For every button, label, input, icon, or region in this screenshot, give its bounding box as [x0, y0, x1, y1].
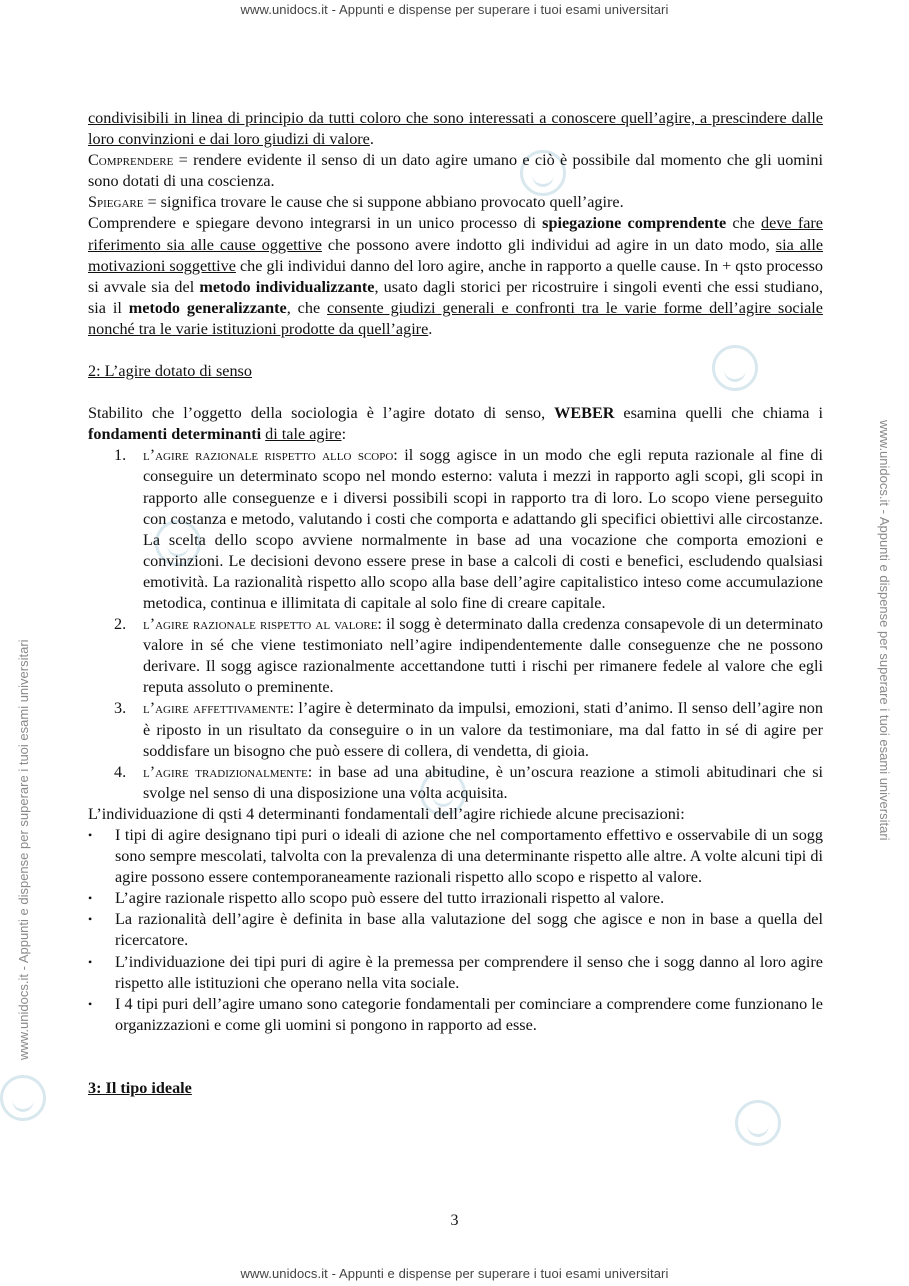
bullet-list	[88, 825, 823, 1036]
watermark-footer: www.unidocs.it - Appunti e dispense per superare i tuoi esami universitari	[240, 1266, 669, 1281]
paragraph: L’individuazione di qsti 4 determinanti fondamentali dell’agire richiede alcune precisazioni:	[88, 804, 685, 823]
numbered-list	[88, 445, 823, 804]
list-item: • I tipi di agire designano tipi puri o ideali di azione che nel comportamento effettivo e osservabile di un sogg sono sempre mescolati, talvolta con la prevalenza di una determinante rispetto alle altre. A volte alcuni tipi di agire possono essere contemporaneamente razionali rispetto allo scopo e rispetto al valore.	[88, 825, 823, 888]
list-item: 1. l’agire razionale rispetto allo scopo: il sogg agisce in un modo che egli reputa razionale al fine di conseguire un determinato scopo nel mondo esterno: valuta i mezzi in rapporto agli scopi, gli scopi in rapporto alle conseguenze e i diversi possibili scopi in rapporto tra di loro. Lo scopo viene perseguito con costanza e metodo, valutando i costi che comporta e adattando gli specifici obiettivi alle circostanze. La scelta dello scopo avviene normalmente in base ad una vocazione che comporta emozioni e convinzioni. Le decisioni devono essere prese in base a calcoli di costi e benefici, escludendo qualsiasi emotività. La razionalità rispetto allo scopo alla base dell’agire capitalistico inteso come accumulazione metodica, continua e illimitata di capitale al solo fine di creare capitale.	[114, 446, 823, 612]
watermark-logo-icon	[0, 1075, 46, 1121]
page-number: 3	[450, 1212, 459, 1229]
document-body	[88, 108, 823, 1099]
watermark-side-right: www.unidocs.it - Appunti e dispense per superare i tuoi esami universitari	[877, 420, 892, 841]
paragraph: Stabilito che l’oggetto della sociologia è l’agire dotato di senso, WEBER esamina quelli che chiama i fondamenti determinanti di tale agire:	[88, 404, 823, 444]
section-heading: 2: L’agire dotato di senso	[88, 362, 252, 381]
list-item: • L’individuazione dei tipi puri di agire è la premessa per comprendere il senso che i sogg danno al loro agire rispetto alle istituzioni che operano nella vita sociale.	[88, 952, 823, 994]
paragraph: condivisibili in linea di principio da tutti coloro che sono interessati a conoscere quell’agire, a prescindere dalle loro convinzioni e dai loro giudizi di valore.	[88, 109, 823, 149]
definition-comprendere: Comprendere = rendere evidente il senso di un dato agire umano e ciò è possibile dal momento che gli uomini sono dotati di una coscienza.	[88, 151, 823, 191]
watermark-logo-icon	[735, 1100, 781, 1146]
section-heading: 3: Il tipo ideale	[88, 1078, 192, 1097]
list-item: 3. l’agire affettivamente: l’agire è determinato da impulsi, emozioni, stati d’animo. Il senso dell’agire non è riposto in un risultato da conseguire o in un valore da testimoniare, ma dal fatto in sé di agire per soddisfare un bisogno che può essere di collera, di vendetta, di gioia.	[114, 699, 823, 760]
definition-spiegare: Spiegare = significa trovare le cause che si suppone abbiano provocato quell’agire.	[88, 193, 624, 212]
list-item: • I 4 tipi puri dell’agire umano sono categorie fondamentali per cominciare a comprendere come funzionano le organizzazioni e come gli uomini si pongono in rapporto ad esse.	[88, 994, 823, 1036]
list-item: 4. l’agire tradizionalmente: in base ad una abitudine, è un’oscura reazione a stimoli abitudinari che si svolge nel senso di una disposizione una volta acquisita.	[114, 762, 824, 802]
list-item: 2. l’agire razionale rispetto al valore: il sogg è determinato dalla credenza consapevole di un determinato valore in sé che viene testimoniato nell’agire indipendentemente dalle conseguenze che ne possono derivare. Il sogg agisce razionalmente accettandone tutti i rischi per rimanere fedele al valore che egli reputa assoluto o preminente.	[114, 615, 823, 697]
watermark-side-left: www.unidocs.it - Appunti e dispense per superare i tuoi esami universitari	[16, 639, 31, 1060]
list-item: • La razionalità dell’agire è definita in base alla valutazione del sogg che agisce e non in base a quella del ricercatore.	[88, 909, 823, 951]
list-item: • L’agire razionale rispetto allo scopo può essere del tutto irrazionali rispetto al valore.	[88, 888, 823, 909]
watermark-header: www.unidocs.it - Appunti e dispense per superare i tuoi esami universitari	[240, 2, 669, 17]
paragraph: Comprendere e spiegare devono integrarsi in un unico processo di spiegazione comprendente che deve fare riferimento sia alle cause oggettive che possono avere indotto gli individui ad agire in un dato modo, sia alle motivazioni soggettive che gli individui danno del loro agire, anche in rapporto a quelle cause. In + qsto processo si avvale sia del metodo individualizzante, usato dagli storici per ricostruire i singoli eventi che essi studiano, sia il metodo generalizzante, che consente giudizi generali e confronti tra le varie forme dell’agire sociale nonché tra le varie istituzioni prodotte da quell’agire.	[88, 214, 824, 338]
